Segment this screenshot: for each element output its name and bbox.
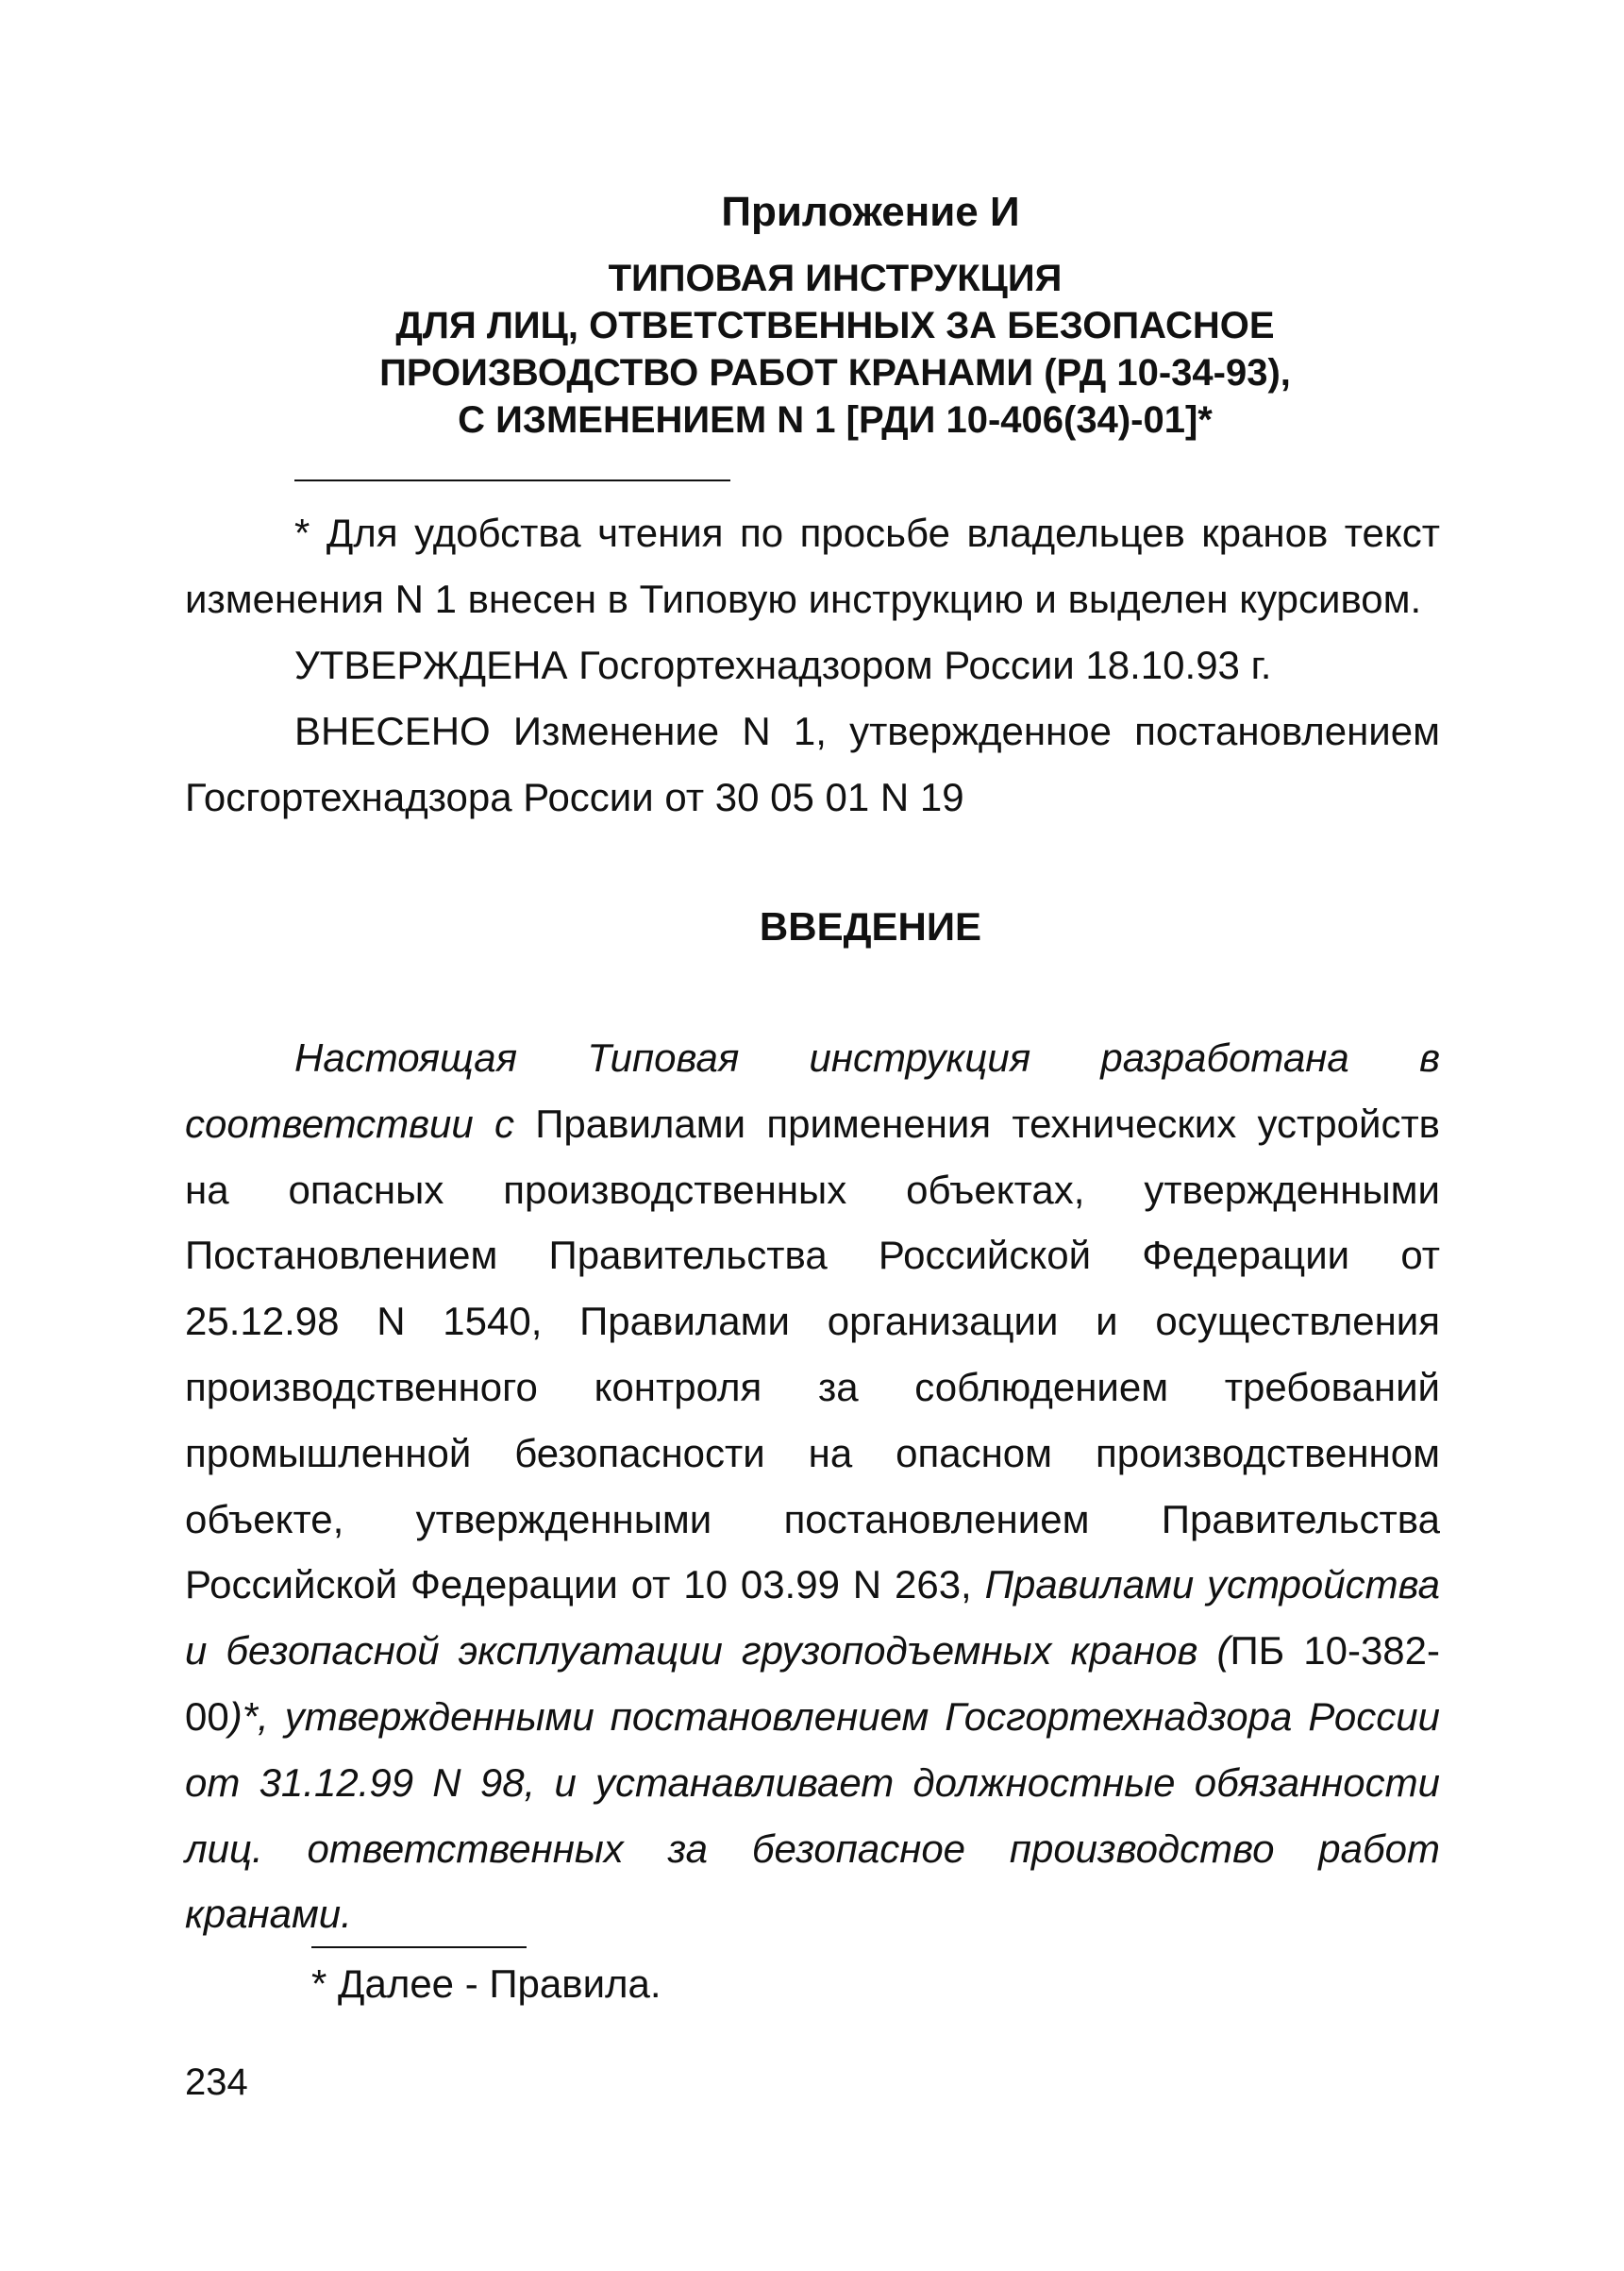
title-line: ПРОИЗВОДСТВО РАБОТ КРАНАМИ (РД 10-34-93),: [379, 352, 1291, 394]
page-number: 234: [185, 2061, 248, 2103]
intro-regular-middle: Правилами применения технических устройств на опасных производственных объектах, утвержденными Постановлением Правительства Российской Федерации от 25.12.98 N 1540, Правилами организации и осуществления производственного контроля за соблюдением требований промышленной безопасности на опасном производственном объекте, утвержденными постановлением Правительства Российской Федерации от 10 03.99 N 263,: [185, 1101, 1440, 1607]
intro-regular-code: ПБ 10-382-00: [185, 1628, 1441, 1739]
footnote-divider: [311, 1946, 527, 1948]
appendix-label: Приложение И: [721, 189, 1020, 235]
note-paragraph: * Для удобства чтения по просьбе владельцев кранов текст изменения N 1 внесен в Типовую инструкцию и выделен курсивом.: [185, 511, 1440, 621]
approved-line: УТВЕРЖДЕНА Госгортехнадзором России 18.10.93 г.: [294, 643, 1272, 687]
title-line: ТИПОВАЯ ИНСТРУКЦИЯ: [608, 258, 1063, 299]
document-title: [340, 255, 1331, 444]
intro-paragraph: [185, 1025, 1440, 1947]
intro-italic-rules: Правилами устройства и безопасной эксплуатации грузоподъемных кранов (: [185, 1562, 1440, 1674]
intro-italic-end: )*, утвержденными постановлением Госгортехнадзора России от 31.12.99 N 98, и устанавливает должностные обязанности лиц. ответственных за безопасное производство работ кранами.: [185, 1693, 1440, 1937]
footnote: * Далее - Правила.: [311, 1961, 661, 2006]
amendment-paragraph: ВНЕСЕНО Изменение N 1, утвержденное постановлением Госгортехнадзора России от 30 05 01 N 19: [185, 709, 1440, 819]
section-heading: ВВЕДЕНИЕ: [759, 904, 982, 949]
title-line: ДЛЯ ЛИЦ, ОТВЕТСТВЕННЫХ ЗА БЕЗОПАСНОЕ: [395, 305, 1275, 346]
title-divider: [294, 479, 730, 481]
intro-italic-start: Настоящая Типовая инструкция разработана в соответствии с: [185, 1035, 1440, 1146]
title-line: С ИЗМЕНЕНИЕМ N 1 [РДИ 10-406(34)-01]*: [458, 399, 1213, 441]
